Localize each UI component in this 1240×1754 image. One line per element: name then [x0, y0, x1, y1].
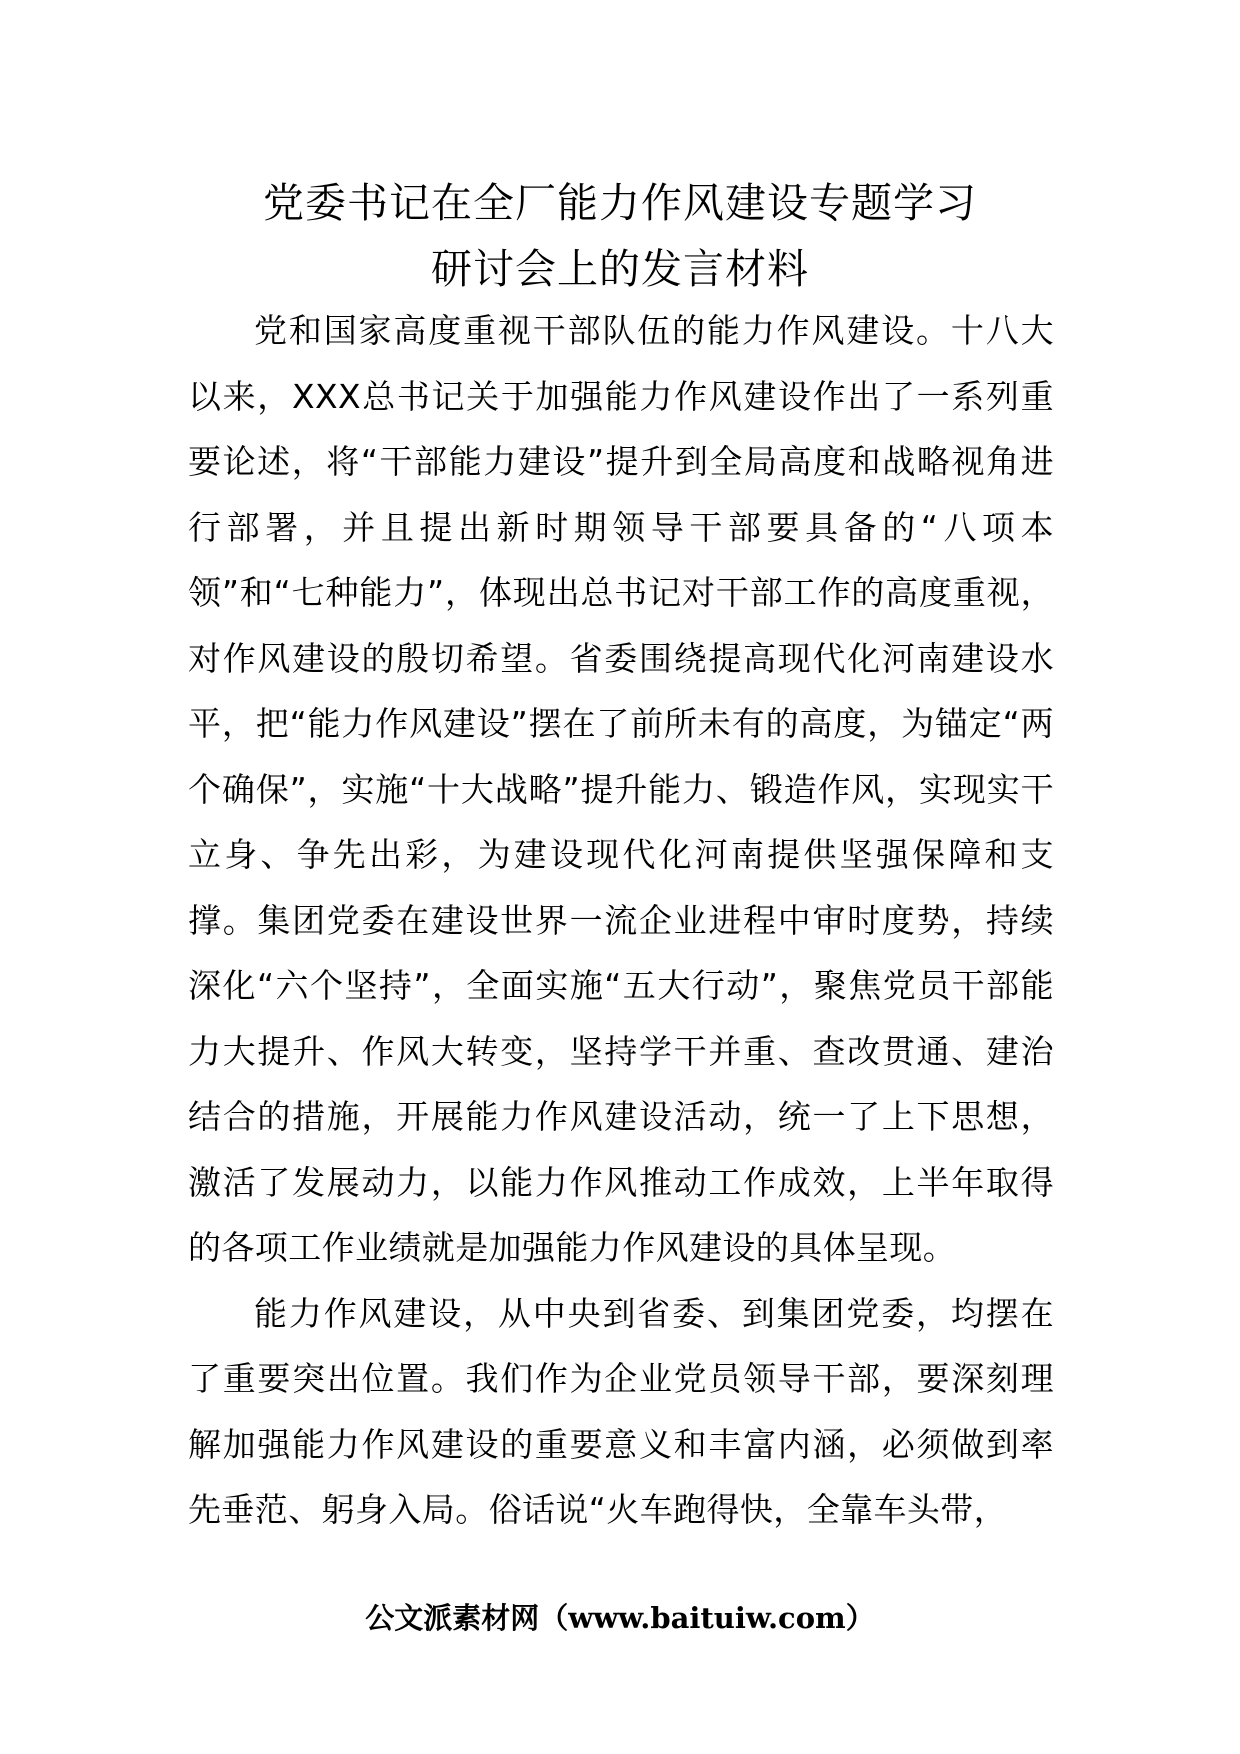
document-body: [188, 298, 1054, 1543]
title-line-2: 研讨会上的发言材料: [431, 245, 809, 293]
paragraph-1: 党和国家高度重视干部队伍的能力作风建设。十八大以来，XXX总书记关于加强能力作风建设作出了一系列重要论述，将“干部能力建设”提升到全局高度和战略视角进行部署，并且提出新时期领导干部要具备的“八项本领”和“七种能力”，体现出总书记对干部工作的高度重视，对作风建设的殷切希望。省委围绕提高现代化河南建设水平，把“能力作风建设”摆在了前所未有的高度，为锚定“两个确保”，实施“十大战略”提升能力、锻造作风，实现实干立身、争先出彩，为建设现代化河南提供坚强保障和支撑。集团党委在建设世界一流企业进程中审时度势，持续深化“六个坚持”，全面实施“五大行动”，聚焦党员干部能力大提升、作风大转变，坚持学干并重、查改贯通、建治结合的措施，开展能力作风建设活动，统一了上下思想，激活了发展动力，以能力作风推动工作成效，上半年取得的各项工作业绩就是加强能力作风建设的具体呈现。: [188, 311, 1054, 1267]
paragraph-2: 能力作风建设，从中央到省委、到集团党委，均摆在了重要突出位置。我们作为企业党员领导干部，要深刻理解加强能力作风建设的重要意义和丰富内涵，必须做到率先垂范、躬身入局。俗话说“火车跑得快，全靠车头带，: [188, 1293, 1054, 1529]
document-title: [180, 170, 1060, 302]
footer-watermark: 公文派素材网（www.baituiw.com）: [365, 1601, 875, 1635]
title-line-1: 党委书记在全厂能力作风建设专题学习: [263, 179, 977, 227]
